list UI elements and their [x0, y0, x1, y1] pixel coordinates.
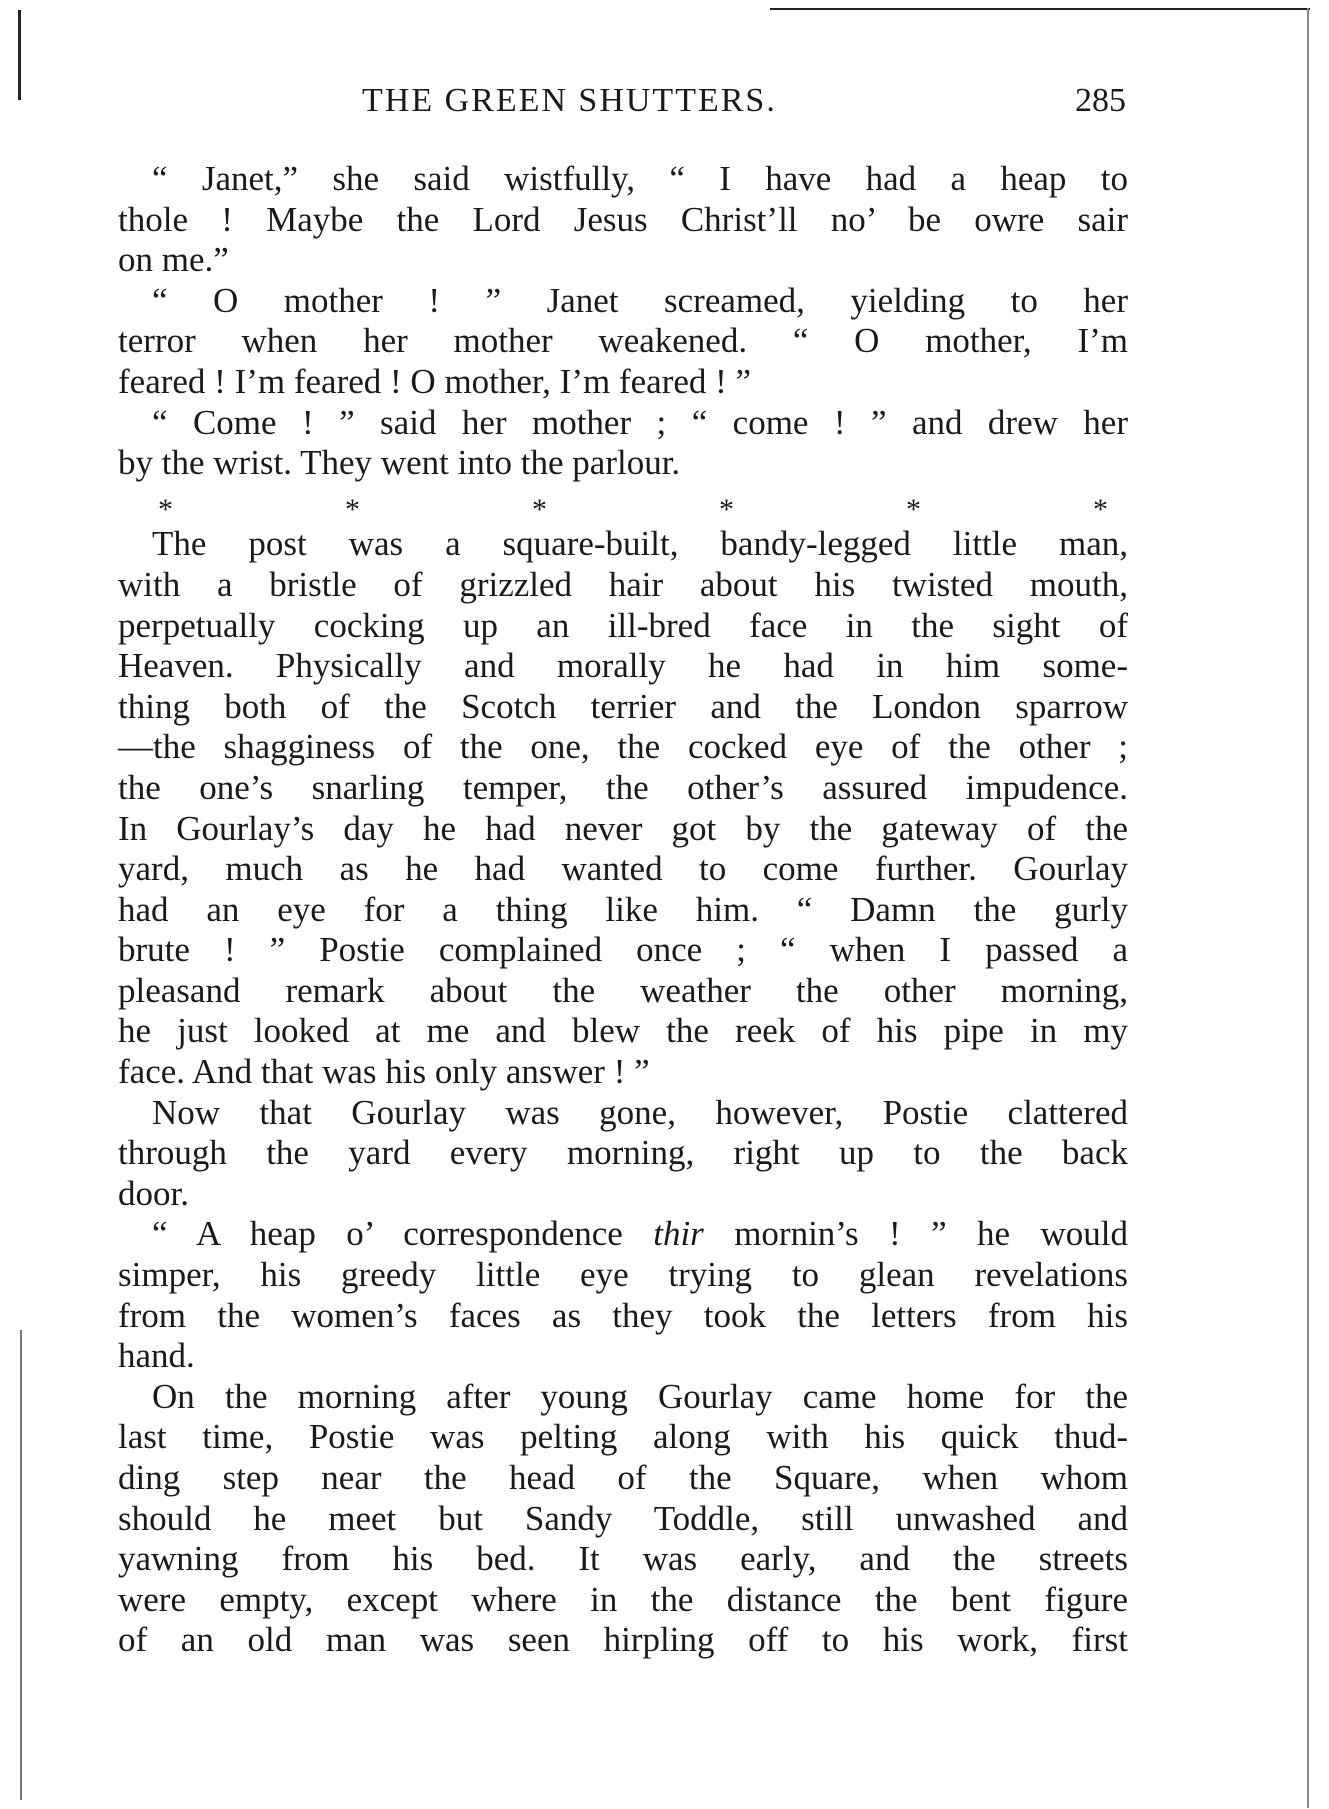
separator-star: * — [1093, 492, 1108, 526]
text-line: had an eye for a thing like him. “ Damn the gurly — [118, 889, 1128, 929]
text-line: pleasand remark about the weather the other morning, — [118, 970, 1128, 1010]
page-header — [362, 82, 1126, 128]
text-line: “ Janet,” she said wistfully, “ I have had a heap to — [152, 159, 1128, 198]
text-line: through the yard every morning, right up to the back — [118, 1133, 1128, 1173]
text-line: face. And that was his only answer ! ” — [118, 1052, 650, 1092]
text-line: last time, Postie was pelting along with his quick thud- — [118, 1417, 1128, 1457]
text-line: brute ! ” Postie complained once ; “ when I passed a — [118, 930, 1128, 970]
page-edge-left-lower — [20, 1330, 22, 1800]
text-line: ding step near the head of the Square, when whom — [118, 1458, 1128, 1497]
text-line: should he meet but Sandy Toddle, still unwashed and — [118, 1498, 1128, 1538]
text-line: On the morning after young Gourlay came home for the — [152, 1376, 1128, 1416]
text-line: perpetually cocking up an ill-bred face in the sight of — [118, 605, 1128, 645]
text-line: hand. — [118, 1336, 195, 1376]
page-edge-right — [1307, 8, 1309, 1808]
italic-word: thir — [653, 1214, 704, 1254]
separator-star: * — [719, 492, 734, 526]
text-line: “ Come ! ” said her mother ; “ come ! ” and drew her — [152, 402, 1128, 442]
text-line: Heaven. Physically and morally he had in him some- — [118, 646, 1128, 686]
text-line: feared ! I’m feared ! O mother, I’m feared ! ” — [118, 361, 752, 401]
text-line: the one’s snarling temper, the other’s assured impudence. — [118, 767, 1128, 807]
text-line: yawning from his bed. It was early, and the streets — [118, 1539, 1128, 1579]
text-line: The post was a square-built, bandy-legged little man, — [152, 524, 1128, 564]
text-line: were empty, except where in the distance the bent figure — [118, 1579, 1128, 1619]
text-line: thole ! Maybe the Lord Jesus Christ’ll no’ be owre sair — [118, 199, 1128, 239]
text-line: door. — [118, 1173, 189, 1213]
text-line: “ O mother ! ” Janet screamed, yielding to her — [152, 280, 1128, 320]
text-line: by the wrist. They went into the parlour. — [118, 443, 681, 483]
text-line: of an old man was seen hirpling off to his work, first — [118, 1620, 1128, 1660]
separator-star: * — [345, 492, 360, 526]
body-text — [118, 159, 1128, 1661]
text-segment: “ A heap o’ correspondence — [152, 1214, 623, 1254]
running-title: THE GREEN SHUTTERS. — [362, 82, 777, 119]
text-line: yard, much as he had wanted to come further. Gourlay — [118, 849, 1128, 889]
separator-star: * — [532, 492, 547, 526]
section-separator — [118, 484, 1128, 525]
text-line: he just looked at me and blew the reek of his pipe in my — [118, 1011, 1128, 1051]
separator-star: * — [906, 492, 921, 526]
text-segment: mornin’s ! ” he would — [734, 1214, 1128, 1254]
text-line: terror when her mother weakened. “ O mother, I’m — [118, 321, 1128, 361]
separator-star: * — [158, 492, 173, 526]
text-line: on me.” — [118, 240, 229, 280]
text-line — [118, 1214, 1128, 1255]
text-line: simper, his greedy little eye trying to glean revelations — [118, 1255, 1128, 1295]
text-line: Now that Gourlay was gone, however, Postie clattered — [152, 1092, 1128, 1132]
page-edge-left — [18, 10, 21, 100]
text-line: thing both of the Scotch terrier and the London sparrow — [118, 686, 1128, 726]
text-line: from the women’s faces as they took the letters from his — [118, 1295, 1128, 1335]
page-number: 285 — [1075, 82, 1126, 119]
text-line: —the shagginess of the one, the cocked eye of the other ; — [118, 727, 1128, 767]
page-edge-top — [770, 8, 1310, 10]
text-line: In Gourlay’s day he had never got by the gateway of the — [118, 808, 1128, 848]
text-line: with a bristle of grizzled hair about his twisted mouth, — [118, 564, 1128, 604]
